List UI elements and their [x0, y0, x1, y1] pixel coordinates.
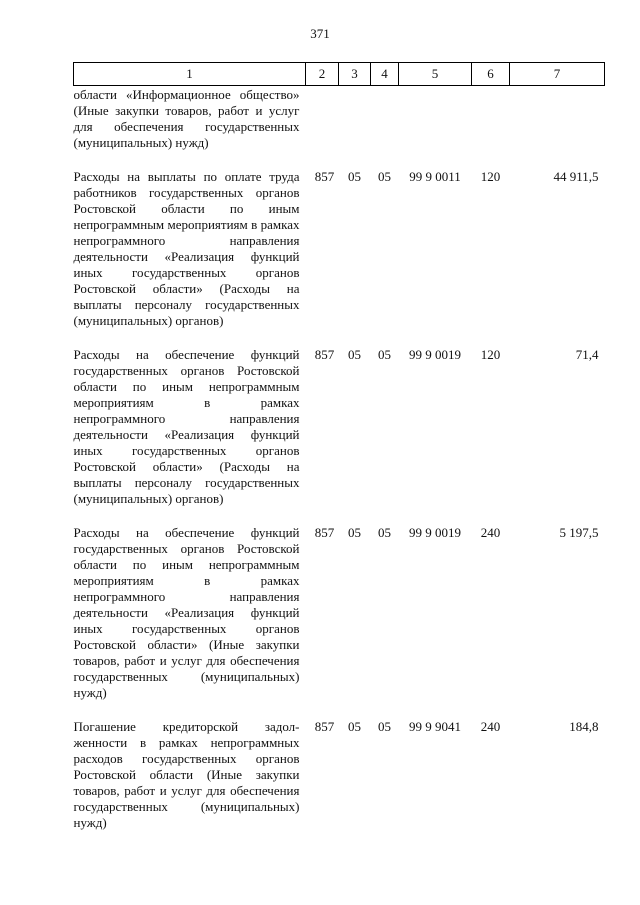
- row-section: 05: [348, 347, 361, 362]
- table-row: [74, 86, 605, 170]
- row-section: [339, 86, 371, 170]
- header-col-1: 1: [74, 63, 306, 86]
- table-row: [74, 169, 605, 347]
- row-ministry: 857: [314, 347, 335, 362]
- row-section: 05: [348, 525, 361, 540]
- row-description: Расходы на выплаты по оплате труда работников государственных органов Ростовской области по иным непрограммным мероприятиям в рамках непрограммного направления деятельности «Реализация функций иных государственных органов Ростовской области» (Расходы на выплаты персоналу государственных (муниципальных) органов): [73, 169, 300, 328]
- row-amount: 44 911,5: [553, 169, 599, 184]
- table-row: [74, 525, 605, 719]
- row-description: Погашение кредиторской задолженности в рамках непрограммных расходов государственных органов Ростовской области (Иные закупки товаров, работ и услуг для обеспечения государственных (муниципальных) нужд): [73, 719, 300, 830]
- row-expense-type: [472, 86, 510, 170]
- row-expense-type: 240: [480, 525, 501, 540]
- row-target-article: 99 9 9041: [409, 719, 461, 734]
- row-section: 05: [348, 169, 361, 184]
- row-subsection: 05: [378, 347, 391, 362]
- row-description: Расходы на обеспечение функций государственных органов Ростовской области по иным непрограммным мероприятиям в рамках непрограммного направления деятельности «Реализация функций иных государственных органов Ростовской области» (Расходы на выплаты персоналу государственных (муниципальных) органов): [73, 347, 300, 506]
- table-row: [74, 347, 605, 525]
- row-target-article: [399, 86, 472, 170]
- table-row: [74, 719, 605, 831]
- row-description: области «Информационное общество» (Иные закупки товаров, работ и услуг для обеспечения государственных (муниципальных) нужд): [73, 87, 300, 150]
- row-expense-type: 120: [480, 347, 501, 362]
- row-subsection: 05: [378, 525, 391, 540]
- row-amount: [510, 86, 605, 170]
- row-subsection: 05: [378, 719, 391, 734]
- row-ministry: 857: [314, 525, 335, 540]
- header-col-7: 7: [510, 63, 605, 86]
- row-ministry: 857: [314, 719, 335, 734]
- row-section: 05: [348, 719, 361, 734]
- row-subsection: 05: [378, 169, 391, 184]
- row-amount: 5 197,5: [559, 525, 599, 540]
- row-amount: 71,4: [575, 347, 599, 362]
- budget-table: [73, 62, 605, 831]
- header-col-3: 3: [339, 63, 371, 86]
- row-expense-type: 240: [480, 719, 501, 734]
- header-col-4: 4: [371, 63, 399, 86]
- row-target-article: 99 9 0019: [409, 525, 461, 540]
- row-ministry: [306, 86, 339, 170]
- row-subsection: [371, 86, 399, 170]
- row-amount: 184,8: [569, 719, 599, 734]
- header-row: [74, 63, 605, 86]
- header-col-2: 2: [306, 63, 339, 86]
- row-target-article: 99 9 0011: [409, 169, 461, 184]
- row-target-article: 99 9 0019: [409, 347, 461, 362]
- table-body: [74, 86, 605, 832]
- page-number: 371: [310, 26, 330, 41]
- row-ministry: 857: [314, 169, 335, 184]
- row-expense-type: 120: [480, 169, 501, 184]
- header-col-6: 6: [472, 63, 510, 86]
- header-col-5: 5: [399, 63, 472, 86]
- row-description: Расходы на обеспечение функций государственных органов Ростовской области по иным непрограммным мероприятиям в рамках непрограммного направления деятельности «Реализация функций иных государственных органов Ростовской области» (Иные закупки товаров, работ и услуг для обеспечения государственных (муниципальных) нужд): [73, 525, 300, 700]
- table-header: [74, 63, 605, 86]
